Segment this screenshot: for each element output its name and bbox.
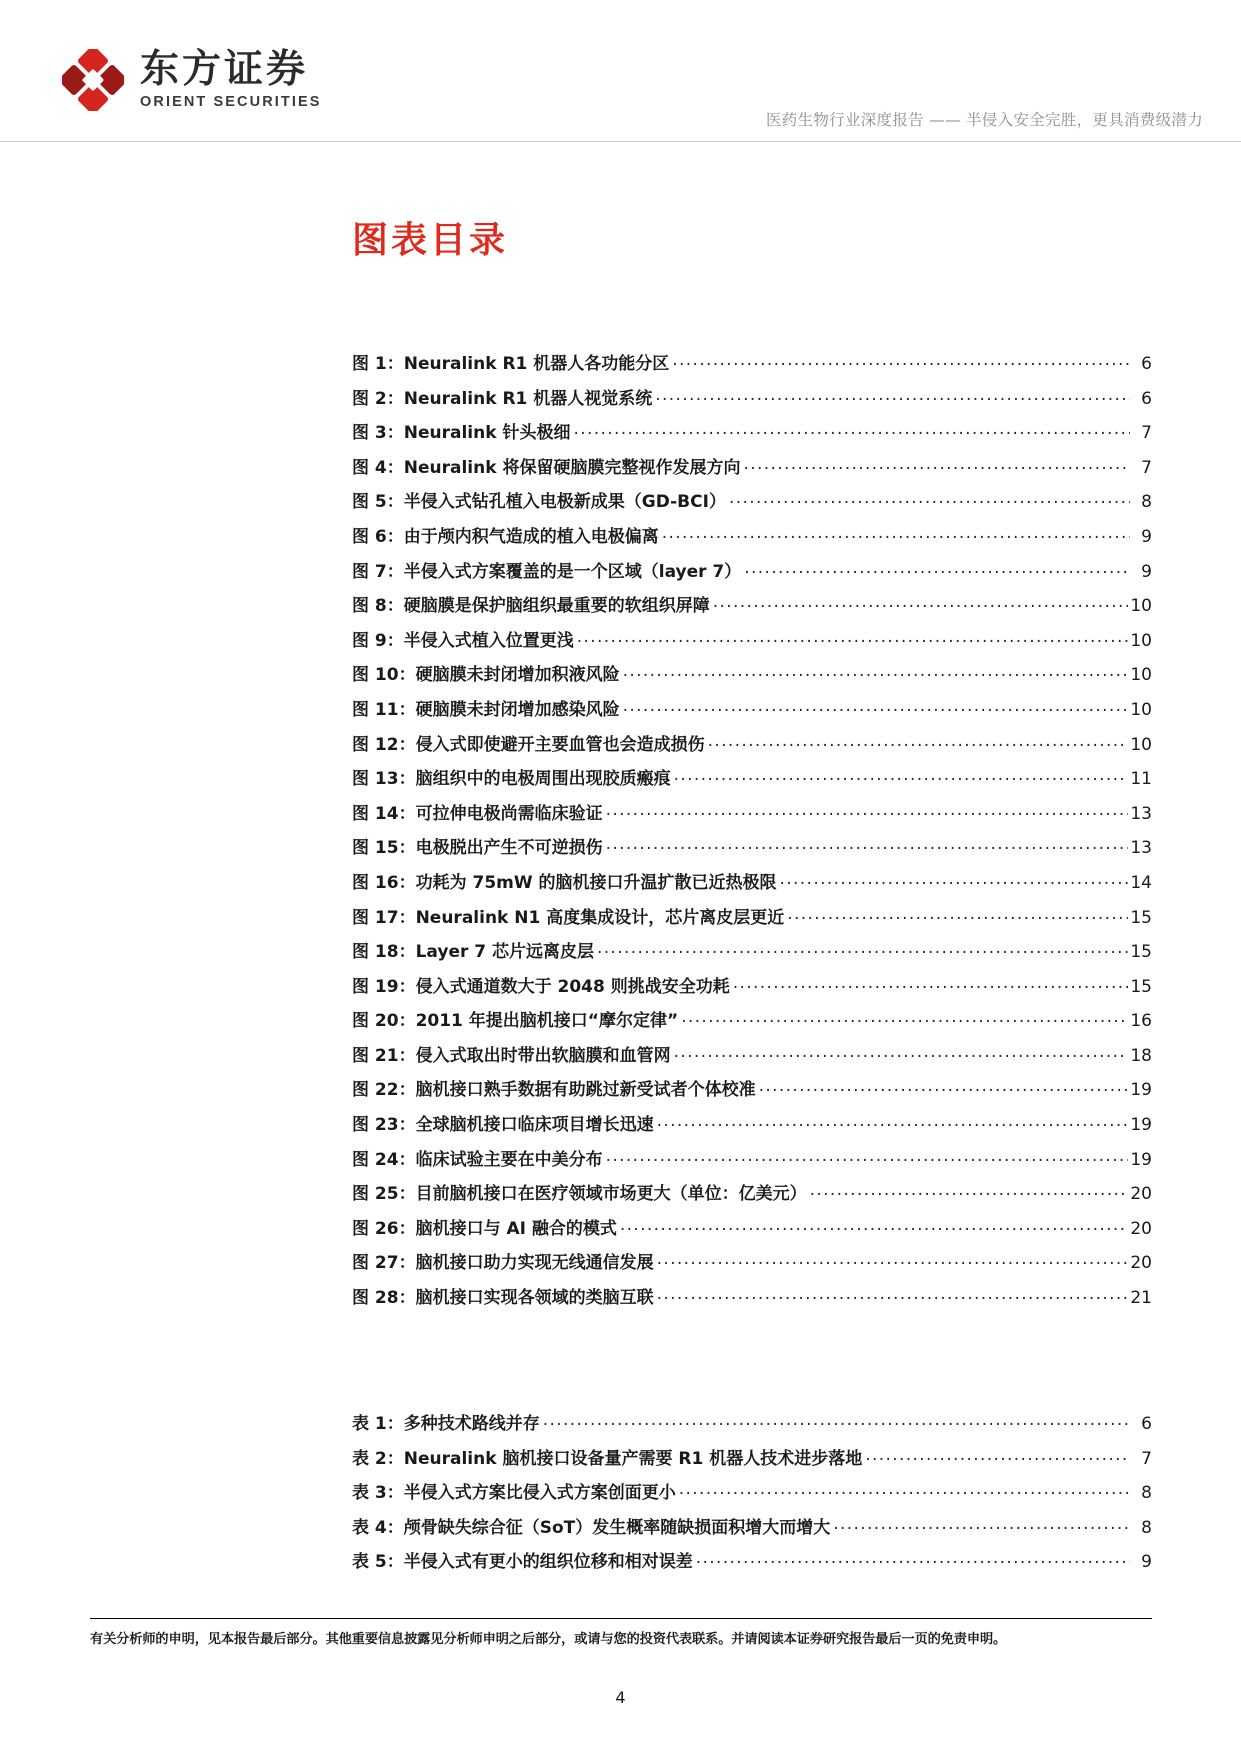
toc-leader-dots bbox=[833, 1516, 1130, 1533]
toc-entry-figure-5[interactable] bbox=[352, 490, 1152, 525]
toc-entry-label: 图 4：Neuralink 将保留硬脑膜完整视作发展方向 bbox=[352, 457, 741, 478]
toc-entry-label: 图 1：Neuralink R1 机器人各功能分区 bbox=[352, 354, 670, 374]
toc-entry-figure-26[interactable] bbox=[352, 1217, 1152, 1252]
toc-leader-dots bbox=[623, 663, 1129, 680]
toc-leader-dots bbox=[620, 1217, 1128, 1234]
toc-entry-figure-28[interactable] bbox=[352, 1286, 1152, 1321]
toc-entry-page: 6 bbox=[1141, 1414, 1152, 1434]
toc-entry-figure-17[interactable] bbox=[352, 906, 1152, 941]
toc-entry-page: 21 bbox=[1130, 1288, 1152, 1309]
toc-leader-dots bbox=[597, 940, 1128, 957]
toc-entry-page: 20 bbox=[1130, 1184, 1152, 1205]
toc-entry-page: 7 bbox=[1141, 423, 1152, 444]
footer-disclaimer: 有关分析师的申明，见本报告最后部分。其他重要信息披露见分析师申明之后部分，或请与您的投资代表联系。并请阅读本证券研究报告最后一页的免责申明。 bbox=[90, 1632, 1007, 1647]
toc-entry-label: 表 4：颅骨缺失综合征（SoT）发生概率随缺损面积增大而增大 bbox=[352, 1517, 831, 1538]
toc-entry-page: 8 bbox=[1141, 1483, 1152, 1504]
toc-leader-dots bbox=[657, 1251, 1129, 1268]
toc-entry-page: 10 bbox=[1130, 630, 1152, 651]
toc-entry-figure-27[interactable] bbox=[352, 1251, 1152, 1286]
toc-leader-dots bbox=[655, 387, 1130, 404]
toc-entry-label: 图 17：Neuralink N1 高度集成设计，芯片离皮层更近 bbox=[352, 907, 785, 928]
toc-leader-dots bbox=[733, 975, 1129, 992]
toc-entry-page: 9 bbox=[1141, 1552, 1152, 1573]
toc-entry-label: 图 3：Neuralink 针头极细 bbox=[352, 423, 571, 444]
toc-leader-dots bbox=[674, 767, 1129, 784]
toc-entry-figure-22[interactable] bbox=[352, 1078, 1152, 1113]
toc-entry-label: 图 20：2011 年提出脑机接口“摩尔定律” bbox=[352, 1011, 679, 1032]
toc-entry-table-3[interactable] bbox=[352, 1481, 1152, 1516]
toc-entry-label: 图 10：硬脑膜未封闭增加积液风险 bbox=[352, 665, 620, 686]
toc-entry-label: 图 7：半侵入式方案覆盖的是一个区域（layer 7） bbox=[352, 561, 742, 582]
toc-entry-page: 19 bbox=[1130, 1080, 1152, 1101]
toc-entry-figure-15[interactable] bbox=[352, 836, 1152, 871]
toc-entry-page: 20 bbox=[1130, 1253, 1152, 1274]
logo-wordmark bbox=[140, 47, 322, 111]
toc-entry-page: 9 bbox=[1141, 526, 1152, 547]
toc-entry-label: 图 28：脑机接口实现各领域的类脑互联 bbox=[352, 1288, 654, 1309]
toc-entry-figure-11[interactable] bbox=[352, 698, 1152, 733]
toc-leader-dots bbox=[787, 906, 1128, 923]
figure-toc-list bbox=[352, 352, 1152, 1321]
toc-entry-page: 19 bbox=[1130, 1115, 1152, 1136]
toc-leader-dots bbox=[674, 1044, 1129, 1061]
toc-entry-label: 图 24：临床试验主要在中美分布 bbox=[352, 1149, 603, 1170]
toc-entry-label: 图 16：功耗为 75mW 的脑机接口升温扩散已近热极限 bbox=[352, 872, 777, 893]
toc-entry-table-2[interactable] bbox=[352, 1447, 1152, 1482]
toc-entry-label: 图 8：硬脑膜是保护脑组织最重要的软组织屏障 bbox=[352, 596, 710, 617]
toc-entry-page: 8 bbox=[1141, 1517, 1152, 1538]
logo-english-name: ORIENT SECURITIES bbox=[140, 94, 322, 111]
toc-entry-figure-1[interactable] bbox=[352, 352, 1152, 387]
toc-entry-label: 图 15：电极脱出产生不可逆损伤 bbox=[352, 838, 603, 859]
toc-entry-label: 表 1：多种技术路线并存 bbox=[352, 1414, 540, 1434]
toc-leader-dots bbox=[657, 1286, 1129, 1303]
toc-entry-page: 8 bbox=[1141, 492, 1152, 513]
table-toc-list bbox=[352, 1412, 1152, 1585]
toc-leader-dots bbox=[573, 421, 1130, 438]
toc-entry-page: 7 bbox=[1141, 1448, 1152, 1469]
toc-entry-page: 20 bbox=[1130, 1218, 1152, 1239]
toc-leader-dots bbox=[713, 594, 1129, 611]
toc-entry-label: 图 21：侵入式取出时带出软脑膜和血管网 bbox=[352, 1045, 671, 1066]
toc-entry-page: 11 bbox=[1130, 769, 1152, 790]
orient-securities-logo-icon bbox=[62, 49, 124, 111]
toc-entry-label: 图 27：脑机接口助力实现无线通信发展 bbox=[352, 1253, 654, 1274]
toc-entry-figure-3[interactable] bbox=[352, 421, 1152, 456]
toc-leader-dots bbox=[810, 1182, 1129, 1199]
toc-entry-label: 图 6：由于颅内积气造成的植入电极偏离 bbox=[352, 526, 659, 547]
toc-entry-figure-12[interactable] bbox=[352, 733, 1152, 768]
toc-leader-dots bbox=[623, 698, 1129, 715]
toc-leader-dots bbox=[743, 456, 1130, 473]
toc-leader-dots bbox=[679, 1481, 1130, 1498]
toc-entry-label: 图 23：全球脑机接口临床项目增长迅速 bbox=[352, 1115, 654, 1136]
toc-entry-figure-9[interactable] bbox=[352, 629, 1152, 664]
toc-entry-page: 13 bbox=[1130, 803, 1152, 824]
toc-entry-label: 图 18：Layer 7 芯片远离皮层 bbox=[352, 942, 595, 963]
toc-leader-dots bbox=[657, 1113, 1129, 1130]
footer-divider bbox=[90, 1618, 1152, 1619]
toc-entry-figure-18[interactable] bbox=[352, 940, 1152, 975]
toc-entry-figure-10[interactable] bbox=[352, 663, 1152, 698]
toc-entry-figure-13[interactable] bbox=[352, 767, 1152, 802]
toc-entry-label: 图 9：半侵入式植入位置更浅 bbox=[352, 630, 574, 651]
toc-entry-table-5[interactable] bbox=[352, 1550, 1152, 1585]
toc-entry-page: 18 bbox=[1130, 1045, 1152, 1066]
toc-entry-figure-24[interactable] bbox=[352, 1148, 1152, 1183]
toc-entry-page: 10 bbox=[1130, 699, 1152, 720]
toc-entry-page: 16 bbox=[1130, 1011, 1152, 1032]
header-divider bbox=[0, 141, 1241, 142]
toc-entry-page: 15 bbox=[1130, 976, 1152, 997]
toc-entry-figure-21[interactable] bbox=[352, 1044, 1152, 1079]
header-report-title: 医药生物行业深度报告 —— 半侵入安全完胜，更具消费级潜力 bbox=[765, 111, 1203, 129]
toc-leader-dots bbox=[672, 352, 1130, 369]
toc-leader-dots bbox=[696, 1550, 1130, 1567]
company-logo bbox=[62, 49, 322, 111]
toc-entry-label: 图 2：Neuralink R1 机器人视觉系统 bbox=[352, 388, 653, 409]
page-title: 图表目录 bbox=[352, 220, 509, 261]
toc-leader-dots bbox=[606, 802, 1129, 819]
page-number: 4 bbox=[615, 1688, 626, 1707]
toc-leader-dots bbox=[606, 1148, 1129, 1165]
page-header bbox=[0, 0, 1241, 142]
toc-entry-figure-8[interactable] bbox=[352, 594, 1152, 629]
toc-entry-label: 图 26：脑机接口与 AI 融合的模式 bbox=[352, 1218, 617, 1239]
toc-leader-dots bbox=[744, 560, 1130, 577]
toc-leader-dots bbox=[681, 1009, 1128, 1026]
logo-chinese-name: 东方证券 bbox=[140, 47, 309, 93]
toc-entry-label: 图 12：侵入式即使避开主要血管也会造成损伤 bbox=[352, 734, 705, 755]
toc-entry-figure-16[interactable] bbox=[352, 871, 1152, 906]
toc-entry-page: 10 bbox=[1130, 596, 1152, 617]
toc-entry-label: 表 5：半侵入式有更小的组织位移和相对误差 bbox=[352, 1552, 693, 1573]
toc-leader-dots bbox=[759, 1078, 1129, 1095]
toc-entry-figure-20[interactable] bbox=[352, 1009, 1152, 1044]
toc-entry-page: 14 bbox=[1130, 872, 1152, 893]
toc-entry-figure-19[interactable] bbox=[352, 975, 1152, 1010]
toc-entry-page: 10 bbox=[1130, 665, 1152, 686]
toc-entry-label: 表 3：半侵入式方案比侵入式方案创面更小 bbox=[352, 1483, 676, 1504]
toc-leader-dots bbox=[780, 871, 1129, 888]
toc-entry-page: 10 bbox=[1130, 734, 1152, 755]
toc-entry-page: 19 bbox=[1130, 1149, 1152, 1170]
toc-entry-figure-14[interactable] bbox=[352, 802, 1152, 837]
toc-leader-dots bbox=[606, 836, 1129, 853]
toc-entry-figure-2[interactable] bbox=[352, 387, 1152, 422]
toc-entry-figure-6[interactable] bbox=[352, 525, 1152, 560]
toc-entry-table-1[interactable] bbox=[352, 1412, 1152, 1447]
toc-entry-table-4[interactable] bbox=[352, 1516, 1152, 1551]
toc-entry-page: 15 bbox=[1130, 942, 1152, 963]
toc-entry-page: 15 bbox=[1130, 907, 1152, 928]
toc-entry-label: 图 14：可拉伸电极尚需临床验证 bbox=[352, 803, 603, 824]
toc-leader-dots bbox=[577, 629, 1129, 646]
toc-entry-page: 7 bbox=[1141, 457, 1152, 478]
toc-leader-dots bbox=[729, 490, 1130, 507]
toc-entry-figure-4[interactable] bbox=[352, 456, 1152, 491]
toc-entry-page: 13 bbox=[1130, 838, 1152, 859]
toc-entry-label: 图 5：半侵入式钻孔植入电极新成果（GD-BCI） bbox=[352, 492, 726, 513]
toc-leader-dots bbox=[662, 525, 1130, 542]
toc-entry-figure-25[interactable] bbox=[352, 1182, 1152, 1217]
toc-entry-label: 图 13：脑组织中的电极周围出现胶质瘢痕 bbox=[352, 769, 671, 790]
toc-leader-dots bbox=[543, 1412, 1130, 1429]
toc-entry-label: 图 19：侵入式通道数大于 2048 则挑战安全功耗 bbox=[352, 976, 730, 997]
toc-entry-figure-7[interactable] bbox=[352, 560, 1152, 595]
toc-entry-label: 图 22：脑机接口熟手数据有助跳过新受试者个体校准 bbox=[352, 1080, 756, 1101]
toc-entry-page: 9 bbox=[1141, 561, 1152, 582]
toc-entry-label: 表 2：Neuralink 脑机接口设备量产需要 R1 机器人技术进步落地 bbox=[352, 1448, 863, 1469]
toc-entry-figure-23[interactable] bbox=[352, 1113, 1152, 1148]
toc-entry-page: 6 bbox=[1141, 388, 1152, 409]
toc-entry-label: 图 25：目前脑机接口在医疗领域市场更大（单位：亿美元） bbox=[352, 1184, 807, 1205]
toc-leader-dots bbox=[708, 733, 1129, 750]
toc-leader-dots bbox=[865, 1447, 1130, 1464]
toc-entry-page: 6 bbox=[1141, 354, 1152, 374]
toc-entry-label: 图 11：硬脑膜未封闭增加感染风险 bbox=[352, 699, 620, 720]
